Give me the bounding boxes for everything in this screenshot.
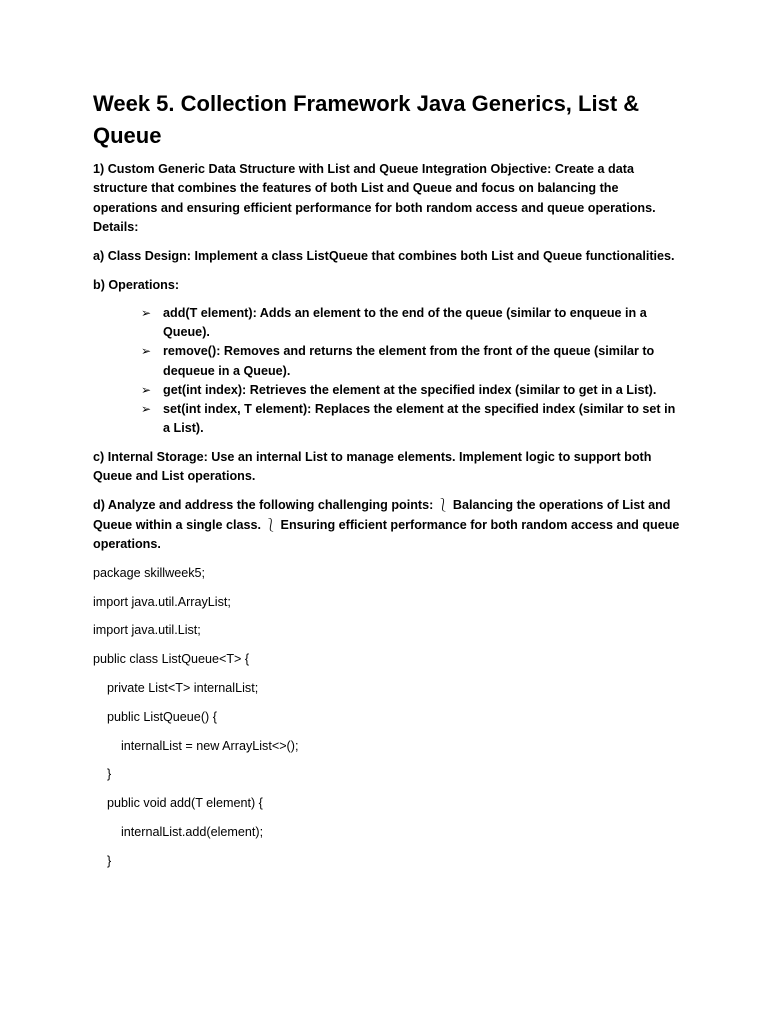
code-line: } — [107, 767, 112, 782]
arrowhead-bullet-icon: ➢ — [141, 305, 152, 320]
arrowhead-bullet-icon: ➢ — [141, 344, 152, 359]
code-line: import java.util.List; — [93, 623, 201, 638]
operation-set-text: set(int index, T element): Replaces the element at the specified index (similar to set in a List). — [163, 401, 676, 436]
code-line: } — [107, 853, 112, 868]
document-title: Week 5. Collection Framework Java Generics, List & Queue — [93, 91, 640, 148]
operation-get-text: get(int index): Retrieves the element at the specified index (similar to get in a List). — [163, 382, 657, 397]
code-line: private List<T> internalList; — [107, 681, 259, 696]
code-line: internalList = new ArrayList<>(); — [121, 738, 299, 753]
analyze-point-2: Ensuring efficient performance for both random access and queue operations. — [93, 517, 680, 551]
analyze-paragraph — [93, 496, 683, 554]
operations-list — [93, 304, 683, 438]
intro-paragraph: 1) Custom Generic Data Structure with List and Queue Integration Objective: Create a data structure that combines the features of both List and Queue and focus on balancing the operations and ensuring efficient performance for both random access and queue operations. Details: — [93, 162, 656, 235]
class-design-paragraph: a) Class Design: Implement a class ListQueue that combines both List and Queue functionalities. — [93, 249, 675, 264]
code-line: package skillweek5; — [93, 565, 206, 580]
code-line: public class ListQueue<T> { — [93, 652, 250, 667]
operations-heading: b) Operations: — [93, 278, 180, 293]
document-page — [93, 88, 683, 881]
arrowhead-bullet-icon: ➢ — [141, 401, 152, 416]
analyze-lead: d) Analyze and address the following challenging points: — [93, 498, 437, 513]
list-item — [141, 342, 683, 380]
point-marker-icon: ⎱ — [436, 498, 450, 513]
internal-storage-paragraph: c) Internal Storage: Use an internal List to manage elements. Implement logic to support both Queue and List operations. — [93, 449, 652, 484]
code-block — [93, 564, 683, 871]
code-line: public ListQueue() { — [107, 709, 217, 724]
list-item — [141, 381, 683, 400]
list-item — [141, 304, 683, 342]
operation-add-text: add(T element): Adds an element to the end of the queue (similar to enqueue in a Queue). — [163, 305, 647, 340]
list-item — [141, 400, 683, 438]
operation-remove-text: remove(): Removes and returns the element from the front of the queue (similar to dequeue in a Queue). — [163, 344, 655, 378]
point-marker-icon: ⎱ — [264, 517, 278, 532]
code-line: public void add(T element) { — [107, 796, 263, 811]
code-line: internalList.add(element); — [121, 825, 264, 840]
analyze-point-1: Balancing the operations of List and Queue within a single class. — [93, 498, 671, 532]
arrowhead-bullet-icon: ➢ — [141, 382, 152, 397]
code-line: import java.util.ArrayList; — [93, 594, 231, 609]
